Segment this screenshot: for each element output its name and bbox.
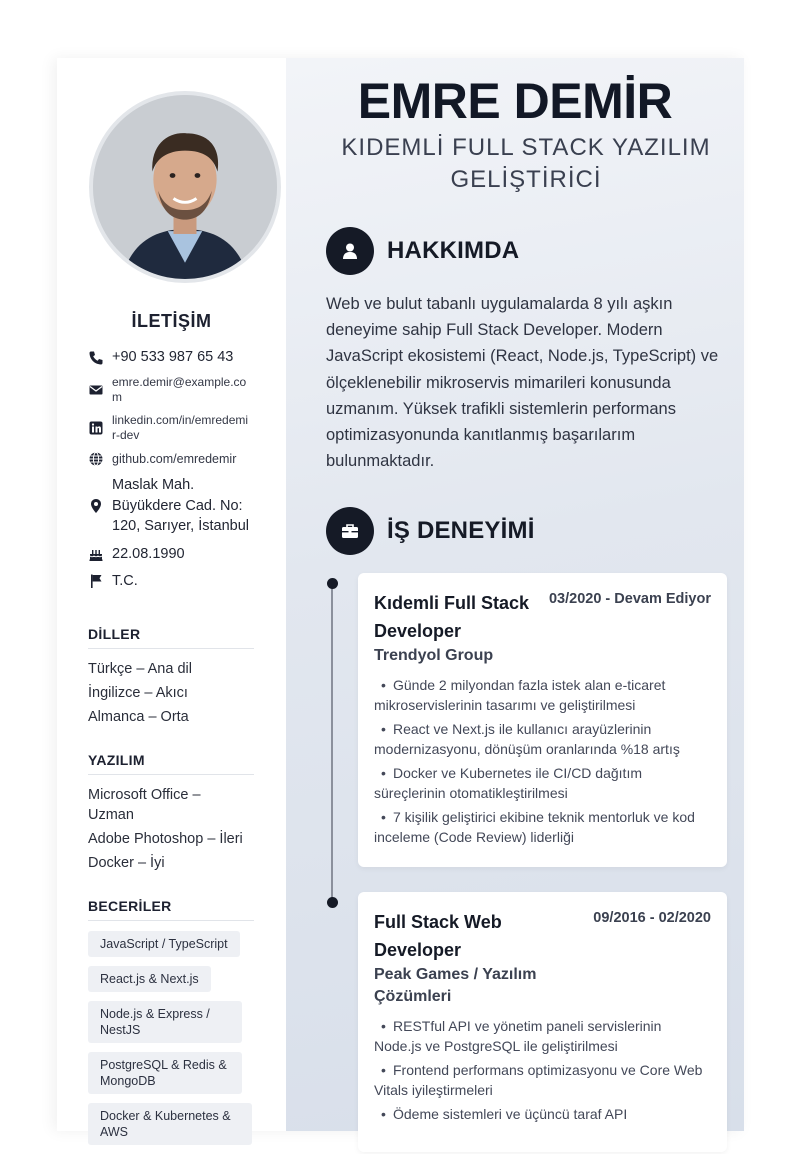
- software-item: Adobe Photoshop – İleri: [88, 831, 243, 847]
- job-bullet: • Frontend performans optimizasyonu ve Core Web Vitals iyileştirmeleri: [374, 1062, 703, 1098]
- timeline-dot: [327, 578, 338, 589]
- skill-chip: React.js & Next.js: [88, 966, 211, 992]
- address-text: Maslak Mah. Büyükdere Cad. No: 120, Sarıyer, İstanbul: [112, 477, 250, 534]
- job-bullets: [374, 1016, 711, 1124]
- job-bullet-text: Frontend performans optimizasyonu ve Core Web Vitals iyileştirmeleri: [374, 1062, 703, 1098]
- job-bullet-text: React ve Next.js ile kullanıcı arayüzlerinin modernizasyonu, dönüşüm oranlarında %18 artış: [374, 721, 680, 757]
- language-item: Türkçe – Ana dil: [88, 661, 192, 677]
- user-icon: [326, 227, 374, 275]
- person-name: EMRE DEMİR: [357, 73, 673, 129]
- skills-heading: BECERİLER: [88, 898, 254, 921]
- about-text: Web ve bulut tabanlı uygulamalarda 8 yılı aşkın deneyime sahip Full Stack Developer. Modern JavaScript ekosistemi (React, Node.js, TypeScript) ve ölçeklenebilir mikroservis mimarileri konusunda uzmanım. Yüksek trafikli sistemlerin performans optimizasyonunda kanıtlanmış başarılarım bulunmaktadır.: [326, 295, 719, 471]
- job-title-line: GELİŞTİRİCİ: [450, 166, 602, 193]
- job-card-header: [374, 908, 711, 964]
- briefcase-icon: [326, 507, 374, 555]
- skill-chip: PostgreSQL & Redis & MongoDB: [88, 1052, 242, 1094]
- timeline-dot: [327, 897, 338, 908]
- contact-email: [88, 375, 258, 405]
- birthdate-text: 22.08.1990: [112, 545, 185, 562]
- flag-icon: [88, 573, 104, 589]
- contact-nationality: [88, 572, 258, 591]
- job-bullet: • Docker ve Kubernetes ile CI/CD dağıtım süreçlerinin otomatikleştirilmesi: [374, 765, 642, 801]
- job-bullet: • Günde 2 milyondan fazla istek alan e-ticaret mikroservislerinin tasarımı ve geliştirilmesi: [374, 677, 666, 713]
- job-bullet: • Ödeme sistemleri ve üçüncü taraf API: [381, 1106, 628, 1122]
- phone-icon: [88, 350, 104, 366]
- job-bullet-text: RESTful API ve yönetim paneli servislerinin Node.js ve PostgreSQL ile geliştirilmesi: [374, 1018, 662, 1054]
- main-content: [286, 58, 744, 1131]
- job-company: Trendyol Group: [374, 647, 494, 664]
- language-item: İngilizce – Akıcı: [88, 685, 188, 701]
- contact-list: [88, 348, 258, 599]
- about-header: [326, 227, 519, 275]
- timeline-line: [331, 583, 333, 903]
- phone-text[interactable]: +90 533 987 65 43: [112, 349, 234, 365]
- job-title: [316, 132, 736, 196]
- resume-page: [57, 58, 744, 1139]
- software-section: [88, 752, 254, 877]
- envelope-icon: [88, 382, 104, 398]
- birthday-cake-icon: [88, 546, 104, 562]
- skill-chip: JavaScript / TypeScript: [88, 931, 240, 957]
- job-bullet-text: Docker ve Kubernetes ile CI/CD dağıtım süreçlerinin otomatikleştirilmesi: [374, 765, 642, 801]
- linkedin-text[interactable]: linkedin.com/in/emredemir-dev: [112, 413, 249, 442]
- language-item: Almanca – Orta: [88, 709, 189, 725]
- job-bullet-text: Ödeme sistemleri ve üçüncü taraf API: [393, 1106, 628, 1122]
- job-bullet-text: Günde 2 milyondan fazla istek alan e-ticaret mikroservislerinin tasarımı ve geliştirilmesi: [374, 677, 666, 713]
- job-bullet-text: 7 kişilik geliştirici ekibine teknik mentorluk ve kod inceleme (Code Review) liderliği: [374, 809, 695, 845]
- job-company: Peak Games / Yazılım Çözümleri: [374, 966, 537, 1005]
- skill-chip: Docker & Kubernetes & AWS: [88, 1103, 252, 1145]
- sidebar: [57, 58, 286, 1139]
- contact-github: [88, 451, 258, 467]
- job-title-line: KIDEMLİ FULL STACK YAZILIM: [341, 134, 711, 161]
- job-role: Full Stack Web Developer: [374, 912, 502, 960]
- linkedin-icon: [88, 420, 104, 436]
- avatar-illustration: [93, 95, 277, 279]
- contact-linkedin: [88, 413, 258, 443]
- job-bullet: • React ve Next.js ile kullanıcı arayüzlerinin modernizasyonu, dönüşüm oranlarında %18 artış: [374, 721, 680, 757]
- experience-heading: İŞ DENEYİMİ: [387, 517, 535, 544]
- job-bullets: [374, 675, 711, 847]
- job-card: [358, 573, 727, 867]
- location-pin-icon: [88, 498, 104, 514]
- languages-heading: DİLLER: [88, 626, 254, 649]
- contact-birthdate: [88, 545, 258, 564]
- about-heading: HAKKIMDA: [387, 237, 520, 264]
- job-date: 03/2020 - Devam Ediyor: [548, 591, 711, 607]
- globe-icon: [88, 451, 104, 467]
- contact-phone: [88, 348, 258, 367]
- experience-header: [326, 507, 535, 555]
- software-item: Docker – İyi: [88, 855, 165, 871]
- nationality-text: T.C.: [112, 572, 138, 589]
- contact-heading: İLETİŞİM: [131, 311, 212, 331]
- profile-photo: [89, 91, 281, 283]
- skills-section: [88, 898, 254, 1154]
- software-heading: YAZILIM: [88, 752, 254, 775]
- software-item: Microsoft Office – Uzman: [88, 787, 201, 823]
- github-text[interactable]: github.com/emredemir: [112, 451, 237, 466]
- contact-address: [88, 475, 258, 537]
- job-bullet: • RESTful API ve yönetim paneli servislerinin Node.js ve PostgreSQL ile geliştirilmesi: [374, 1018, 662, 1054]
- languages-section: [88, 626, 254, 731]
- job-date: 09/2016 - 02/2020: [593, 910, 711, 926]
- skill-chip: Node.js & Express / NestJS: [88, 1001, 242, 1043]
- job-bullet: • 7 kişilik geliştirici ekibine teknik mentorluk ve kod inceleme (Code Review) liderliği: [374, 809, 695, 845]
- email-text[interactable]: emre.demir@example.com: [112, 375, 247, 404]
- job-card: [358, 892, 727, 1152]
- job-role: Kıdemli Full Stack Developer: [374, 593, 530, 641]
- job-card-header: [374, 589, 711, 645]
